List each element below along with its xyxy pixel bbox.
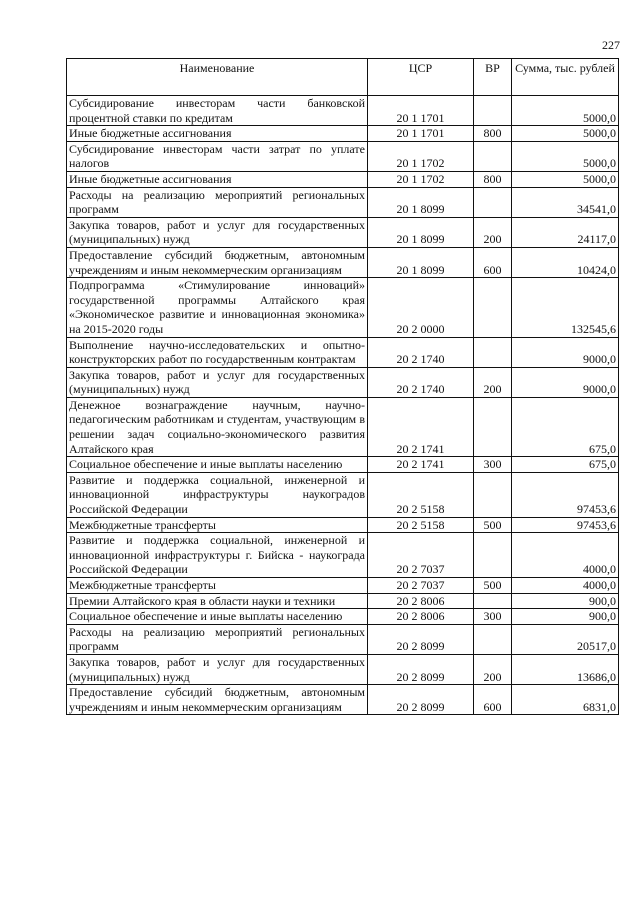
cell-sum: 900,0	[512, 593, 619, 609]
header-name: Наименование	[67, 59, 368, 96]
cell-csr: 20 1 1702	[368, 171, 474, 187]
cell-vr	[474, 397, 512, 456]
table-row	[67, 624, 619, 654]
table-row	[67, 367, 619, 397]
cell-sum: 34541,0	[512, 187, 619, 217]
table-row	[67, 685, 619, 715]
cell-name: Развитие и поддержка социальной, инженерной и инновационной инфраструктуры наукоградов Российской Федерации	[67, 472, 368, 517]
cell-name: Предоставление субсидий бюджетным, автономным учреждениям и иным некоммерческим организациям	[67, 247, 368, 277]
cell-vr: 500	[474, 578, 512, 594]
cell-csr: 20 2 1740	[368, 337, 474, 367]
cell-csr: 20 2 7037	[368, 578, 474, 594]
table-row	[67, 609, 619, 625]
cell-vr	[474, 187, 512, 217]
header-csr: ЦСР	[368, 59, 474, 96]
table-row	[67, 593, 619, 609]
cell-sum: 5000,0	[512, 141, 619, 171]
cell-csr: 20 1 8099	[368, 187, 474, 217]
cell-csr: 20 2 8099	[368, 685, 474, 715]
cell-csr: 20 1 1701	[368, 126, 474, 142]
cell-vr: 300	[474, 609, 512, 625]
cell-name: Денежное вознаграждение научным, научно-педагогическим работникам и студентам, участвующим в решении задач социально-экономического развития Алтайского края	[67, 397, 368, 456]
table-row	[67, 187, 619, 217]
cell-vr: 800	[474, 126, 512, 142]
table-row	[67, 654, 619, 684]
cell-name: Расходы на реализацию мероприятий региональных программ	[67, 187, 368, 217]
cell-sum: 5000,0	[512, 171, 619, 187]
cell-sum: 24117,0	[512, 217, 619, 247]
cell-vr: 300	[474, 457, 512, 473]
budget-table	[66, 58, 619, 715]
cell-sum: 6831,0	[512, 685, 619, 715]
cell-csr: 20 2 1740	[368, 367, 474, 397]
cell-csr: 20 2 8099	[368, 624, 474, 654]
cell-sum: 9000,0	[512, 367, 619, 397]
table-row	[67, 337, 619, 367]
cell-sum: 4000,0	[512, 533, 619, 578]
table-row	[67, 457, 619, 473]
cell-sum: 10424,0	[512, 247, 619, 277]
cell-vr: 600	[474, 685, 512, 715]
table-row	[67, 533, 619, 578]
cell-name: Межбюджетные трансферты	[67, 517, 368, 533]
page-number: 227	[602, 38, 620, 52]
cell-csr: 20 2 1741	[368, 457, 474, 473]
cell-vr	[474, 141, 512, 171]
cell-sum: 675,0	[512, 457, 619, 473]
cell-name: Расходы на реализацию мероприятий региональных программ	[67, 624, 368, 654]
cell-name: Социальное обеспечение и иные выплаты населению	[67, 457, 368, 473]
cell-name: Социальное обеспечение и иные выплаты населению	[67, 609, 368, 625]
cell-vr: 200	[474, 217, 512, 247]
cell-name: Субсидирование инвесторам части затрат по уплате налогов	[67, 141, 368, 171]
cell-csr: 20 2 1741	[368, 397, 474, 456]
table-row	[67, 171, 619, 187]
table-row	[67, 517, 619, 533]
cell-sum: 675,0	[512, 397, 619, 456]
cell-csr: 20 1 8099	[368, 247, 474, 277]
cell-sum: 20517,0	[512, 624, 619, 654]
cell-sum: 5000,0	[512, 96, 619, 126]
table-row	[67, 96, 619, 126]
table-row	[67, 472, 619, 517]
header-sum: Сумма, тыс. рублей	[512, 59, 619, 96]
table-row	[67, 141, 619, 171]
cell-vr: 600	[474, 247, 512, 277]
cell-csr: 20 2 5158	[368, 472, 474, 517]
cell-vr	[474, 337, 512, 367]
cell-vr	[474, 472, 512, 517]
table-row	[67, 278, 619, 337]
cell-name: Развитие и поддержка социальной, инженерной и инновационной инфраструктуры г. Бийска - наукограда Российской Федерации	[67, 533, 368, 578]
table-row	[67, 217, 619, 247]
cell-sum: 9000,0	[512, 337, 619, 367]
cell-vr: 500	[474, 517, 512, 533]
cell-vr: 200	[474, 367, 512, 397]
cell-name: Предоставление субсидий бюджетным, автономным учреждениям и иным некоммерческим организациям	[67, 685, 368, 715]
cell-name: Подпрограмма «Стимулирование инноваций» государственной программы Алтайского края «Экономическое развитие и инновационная экономика» на 2015-2020 годы	[67, 278, 368, 337]
cell-sum: 5000,0	[512, 126, 619, 142]
cell-sum: 900,0	[512, 609, 619, 625]
table-row	[67, 126, 619, 142]
cell-name: Закупка товаров, работ и услуг для государственных (муниципальных) нужд	[67, 367, 368, 397]
cell-csr: 20 1 8099	[368, 217, 474, 247]
cell-vr: 200	[474, 654, 512, 684]
table-row	[67, 247, 619, 277]
cell-sum: 97453,6	[512, 517, 619, 533]
cell-name: Выполнение научно-исследовательских и опытно-конструкторских работ по государственным контрактам	[67, 337, 368, 367]
table-body	[67, 96, 619, 715]
cell-name: Иные бюджетные ассигнования	[67, 126, 368, 142]
cell-csr: 20 1 1701	[368, 96, 474, 126]
cell-vr: 800	[474, 171, 512, 187]
cell-vr	[474, 533, 512, 578]
table-row	[67, 578, 619, 594]
cell-csr: 20 2 0000	[368, 278, 474, 337]
cell-csr: 20 2 8006	[368, 609, 474, 625]
cell-vr	[474, 278, 512, 337]
cell-csr: 20 2 5158	[368, 517, 474, 533]
cell-sum: 97453,6	[512, 472, 619, 517]
cell-sum: 4000,0	[512, 578, 619, 594]
cell-sum: 132545,6	[512, 278, 619, 337]
cell-vr	[474, 96, 512, 126]
table-row	[67, 397, 619, 456]
cell-name: Закупка товаров, работ и услуг для государственных (муниципальных) нужд	[67, 654, 368, 684]
header-vr: ВР	[474, 59, 512, 96]
cell-sum: 13686,0	[512, 654, 619, 684]
cell-name: Закупка товаров, работ и услуг для государственных (муниципальных) нужд	[67, 217, 368, 247]
cell-vr	[474, 624, 512, 654]
cell-csr: 20 2 8006	[368, 593, 474, 609]
cell-csr: 20 1 1702	[368, 141, 474, 171]
cell-csr: 20 2 7037	[368, 533, 474, 578]
table-header-row	[67, 59, 619, 96]
cell-vr	[474, 593, 512, 609]
cell-name: Иные бюджетные ассигнования	[67, 171, 368, 187]
cell-csr: 20 2 8099	[368, 654, 474, 684]
cell-name: Межбюджетные трансферты	[67, 578, 368, 594]
cell-name: Субсидирование инвесторам части банковской процентной ставки по кредитам	[67, 96, 368, 126]
cell-name: Премии Алтайского края в области науки и техники	[67, 593, 368, 609]
